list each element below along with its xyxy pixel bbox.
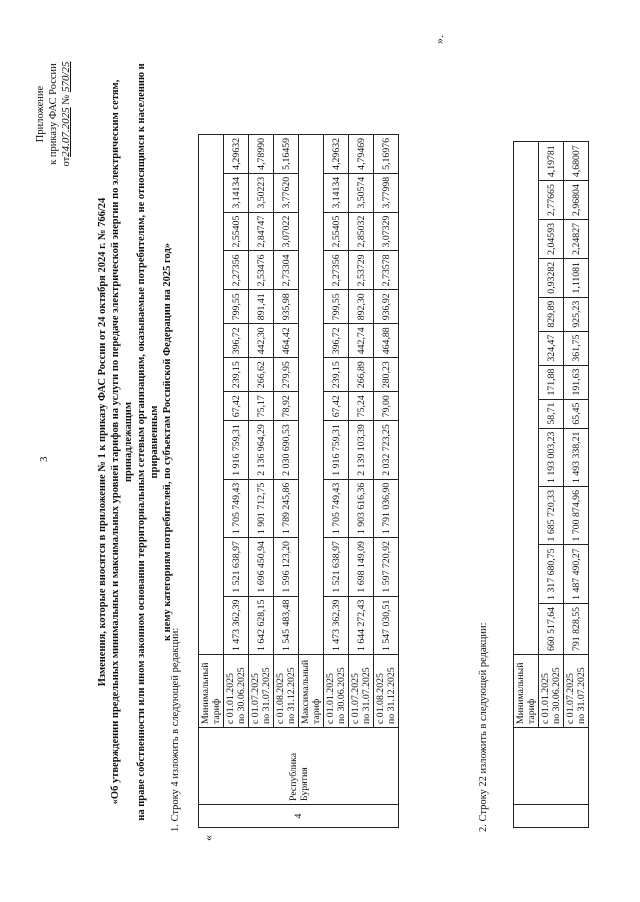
value-cell: 2,55405 [224,212,249,251]
value-cell: 2 136 964,29 [249,421,274,479]
value-cell: 4,68007 [564,142,589,181]
appendix-date: 24.07.2025 [60,107,72,157]
value-cell: 2,84747 [249,212,274,251]
value-cell: 791 828,55 [564,603,589,654]
value-cell: 799,55 [324,290,349,324]
min-tariff-label: Минимальный тариф [199,655,224,728]
value-cell: 1 521 638,97 [224,538,249,596]
value-cell: 1 487 490,27 [564,545,589,603]
quote-open: « [200,835,215,841]
value-cell: 0,93282 [539,258,564,297]
value-cell: 5,16976 [374,134,399,173]
value-cell: 1 696 450,94 [249,538,274,596]
value-cell: 239,15 [324,358,349,392]
value-cell: 2,04593 [539,220,564,259]
value-cell: 799,55 [224,290,249,324]
appendix-date-prefix: от [61,156,72,167]
value-cell: 829,89 [539,297,564,331]
period-cell: с 01.07.2025 по 31.07.2025 [349,655,374,728]
value-cell: 191,63 [564,365,589,399]
value-cell: 1 493 338,21 [564,428,589,486]
value-cell: 78,92 [274,392,299,421]
value-cell: 279,95 [274,358,299,392]
row-22-table [513,141,589,844]
value-cell: 396,72 [224,324,249,358]
value-cell: 4,78990 [249,134,274,173]
value-cell: 171,88 [539,365,564,399]
value-cell: 2,55405 [324,212,349,251]
item-2-text: 2. Строку 22 изложить в следующей редакции: [478,622,489,832]
value-cell: 2,53729 [349,251,374,290]
value-cell: 1 193 003,23 [539,428,564,486]
quote-close: ». [432,35,446,44]
value-cell: 1 901 712,75 [249,479,274,537]
value-cell: 442,30 [249,324,274,358]
value-cell: 2,73304 [274,251,299,290]
value-cell: 3,07329 [374,212,399,251]
value-cell: 1 521 638,97 [324,538,349,596]
value-cell: 1 473 362,39 [224,596,249,654]
region-name: Республика Бурятия [199,728,399,805]
value-cell: 2,77665 [539,181,564,220]
value-cell: 79,00 [374,392,399,421]
value-cell: 5,16459 [274,134,299,173]
value-cell: 2 032 723,25 [374,421,399,479]
row-4-table [198,134,399,844]
value-cell: 1 789 245,86 [274,479,299,537]
value-cell: 2 030 690,53 [274,421,299,479]
period-cell: с 01.01.2025 по 30.06.2025 [224,655,249,728]
value-cell: 2,85032 [349,212,374,251]
min-tariff-label: Минимальный тариф [514,655,539,728]
value-cell: 2,96804 [564,181,589,220]
value-cell: 936,92 [374,290,399,324]
value-cell: 4,29632 [224,134,249,173]
value-cell: 1 685 720,33 [539,487,564,545]
value-cell: 2,73578 [374,251,399,290]
title-line3: на праве собственности или ином законном основании территориальным сетевым организациям, оказываемые потребителям, не относящимся к населению и приравненным [136,63,160,821]
page-number: 3 [38,456,50,462]
appendix-number: 570/25 [60,61,72,93]
value-cell: 67,42 [324,392,349,421]
value-cell: 58,71 [539,399,564,428]
value-cell: 3,77620 [274,173,299,212]
value-cell: 3,50223 [249,173,274,212]
value-cell: 324,47 [539,331,564,365]
row-number: 4 [199,805,399,828]
value-cell: 3,14134 [224,173,249,212]
value-cell: 1 705 749,43 [324,479,349,537]
table-row [199,134,224,844]
value-cell: 464,88 [374,324,399,358]
value-cell: 1 700 874,96 [564,487,589,545]
value-cell: 1 597 720,92 [374,538,399,596]
max-tariff-label: Максимальный тариф [299,655,324,728]
value-cell: 1 791 036,90 [374,479,399,537]
value-cell: 892,30 [349,290,374,324]
value-cell: 1 473 362,39 [324,596,349,654]
value-cell: 67,42 [224,392,249,421]
value-cell: 2,53476 [249,251,274,290]
value-cell: 1 642 628,15 [249,596,274,654]
value-cell: 1 317 680,75 [539,545,564,603]
value-cell: 1 596 123,20 [274,538,299,596]
value-cell: 1 644 272,43 [349,596,374,654]
value-cell: 4,29632 [324,134,349,173]
value-cell: 1,11081 [564,258,589,297]
value-cell: 2,24827 [564,220,589,259]
period-cell: с 01.08.2025 по 31.12.2025 [374,655,399,728]
value-cell: 1 547 030,51 [374,596,399,654]
appendix-header [34,44,73,184]
value-cell: 266,89 [349,358,374,392]
period-cell: с 01.07.2025 по 31.07.2025 [249,655,274,728]
value-cell: 1 705 749,43 [224,479,249,537]
value-cell: 4,79469 [349,134,374,173]
value-cell: 75,24 [349,392,374,421]
value-cell: 935,98 [274,290,299,324]
value-cell: 1 903 616,36 [349,479,374,537]
value-cell: 75,17 [249,392,274,421]
title-line1: Изменения, которые вносятся в приложение № 1 к приказу ФАС России от 24 октября 2024 г. № 766/24 [97,197,108,687]
value-cell: 891,41 [249,290,274,324]
item-1-text: 1. Строку 4 изложить в следующей редакции: [170,627,181,832]
appendix-line2: к приказу ФАС России [48,63,59,165]
value-cell: 361,75 [564,331,589,365]
value-cell: 442,74 [349,324,374,358]
value-cell: 4,19781 [539,142,564,181]
value-cell: 3,07022 [274,212,299,251]
value-cell: 3,50574 [349,173,374,212]
appendix-line1: Приложение [35,85,46,143]
value-cell: 464,42 [274,324,299,358]
title-line4: к нему категориям потребителей, по субъектам Российской Федерации на 2025 год» [162,242,173,642]
document-title [96,52,174,832]
appendix-line3 [60,44,73,184]
value-cell: 3,77998 [374,173,399,212]
value-cell: 280,23 [374,358,399,392]
table-row [514,142,539,844]
value-cell: 65,45 [564,399,589,428]
appendix-number-sign: № [61,94,72,105]
period-cell: с 01.01.2025 по 30.06.2025 [324,655,349,728]
value-cell: 1 545 483,48 [274,596,299,654]
period-cell: с 01.08.2025 по 31.12.2025 [274,655,299,728]
value-cell: 2,27356 [224,251,249,290]
value-cell: 396,72 [324,324,349,358]
value-cell: 2,27356 [324,251,349,290]
title-line2: «Об утверждении предельных минимальных и максимальных уровней тарифов на услуги по передаче электрической энергии по электрическим сетям, принадлежащим [110,79,134,805]
value-cell: 266,62 [249,358,274,392]
value-cell: 660 517,64 [539,603,564,654]
period-cell: с 01.01.2025 по 30.06.2025 [539,655,564,728]
value-cell: 1 916 759,31 [324,421,349,479]
value-cell: 239,15 [224,358,249,392]
period-cell: с 01.07.2025 по 31.07.2025 [564,655,589,728]
value-cell: 1 698 149,09 [349,538,374,596]
value-cell: 2 139 103,39 [349,421,374,479]
value-cell: 1 916 759,31 [224,421,249,479]
value-cell: 3,14134 [324,173,349,212]
value-cell: 925,23 [564,297,589,331]
